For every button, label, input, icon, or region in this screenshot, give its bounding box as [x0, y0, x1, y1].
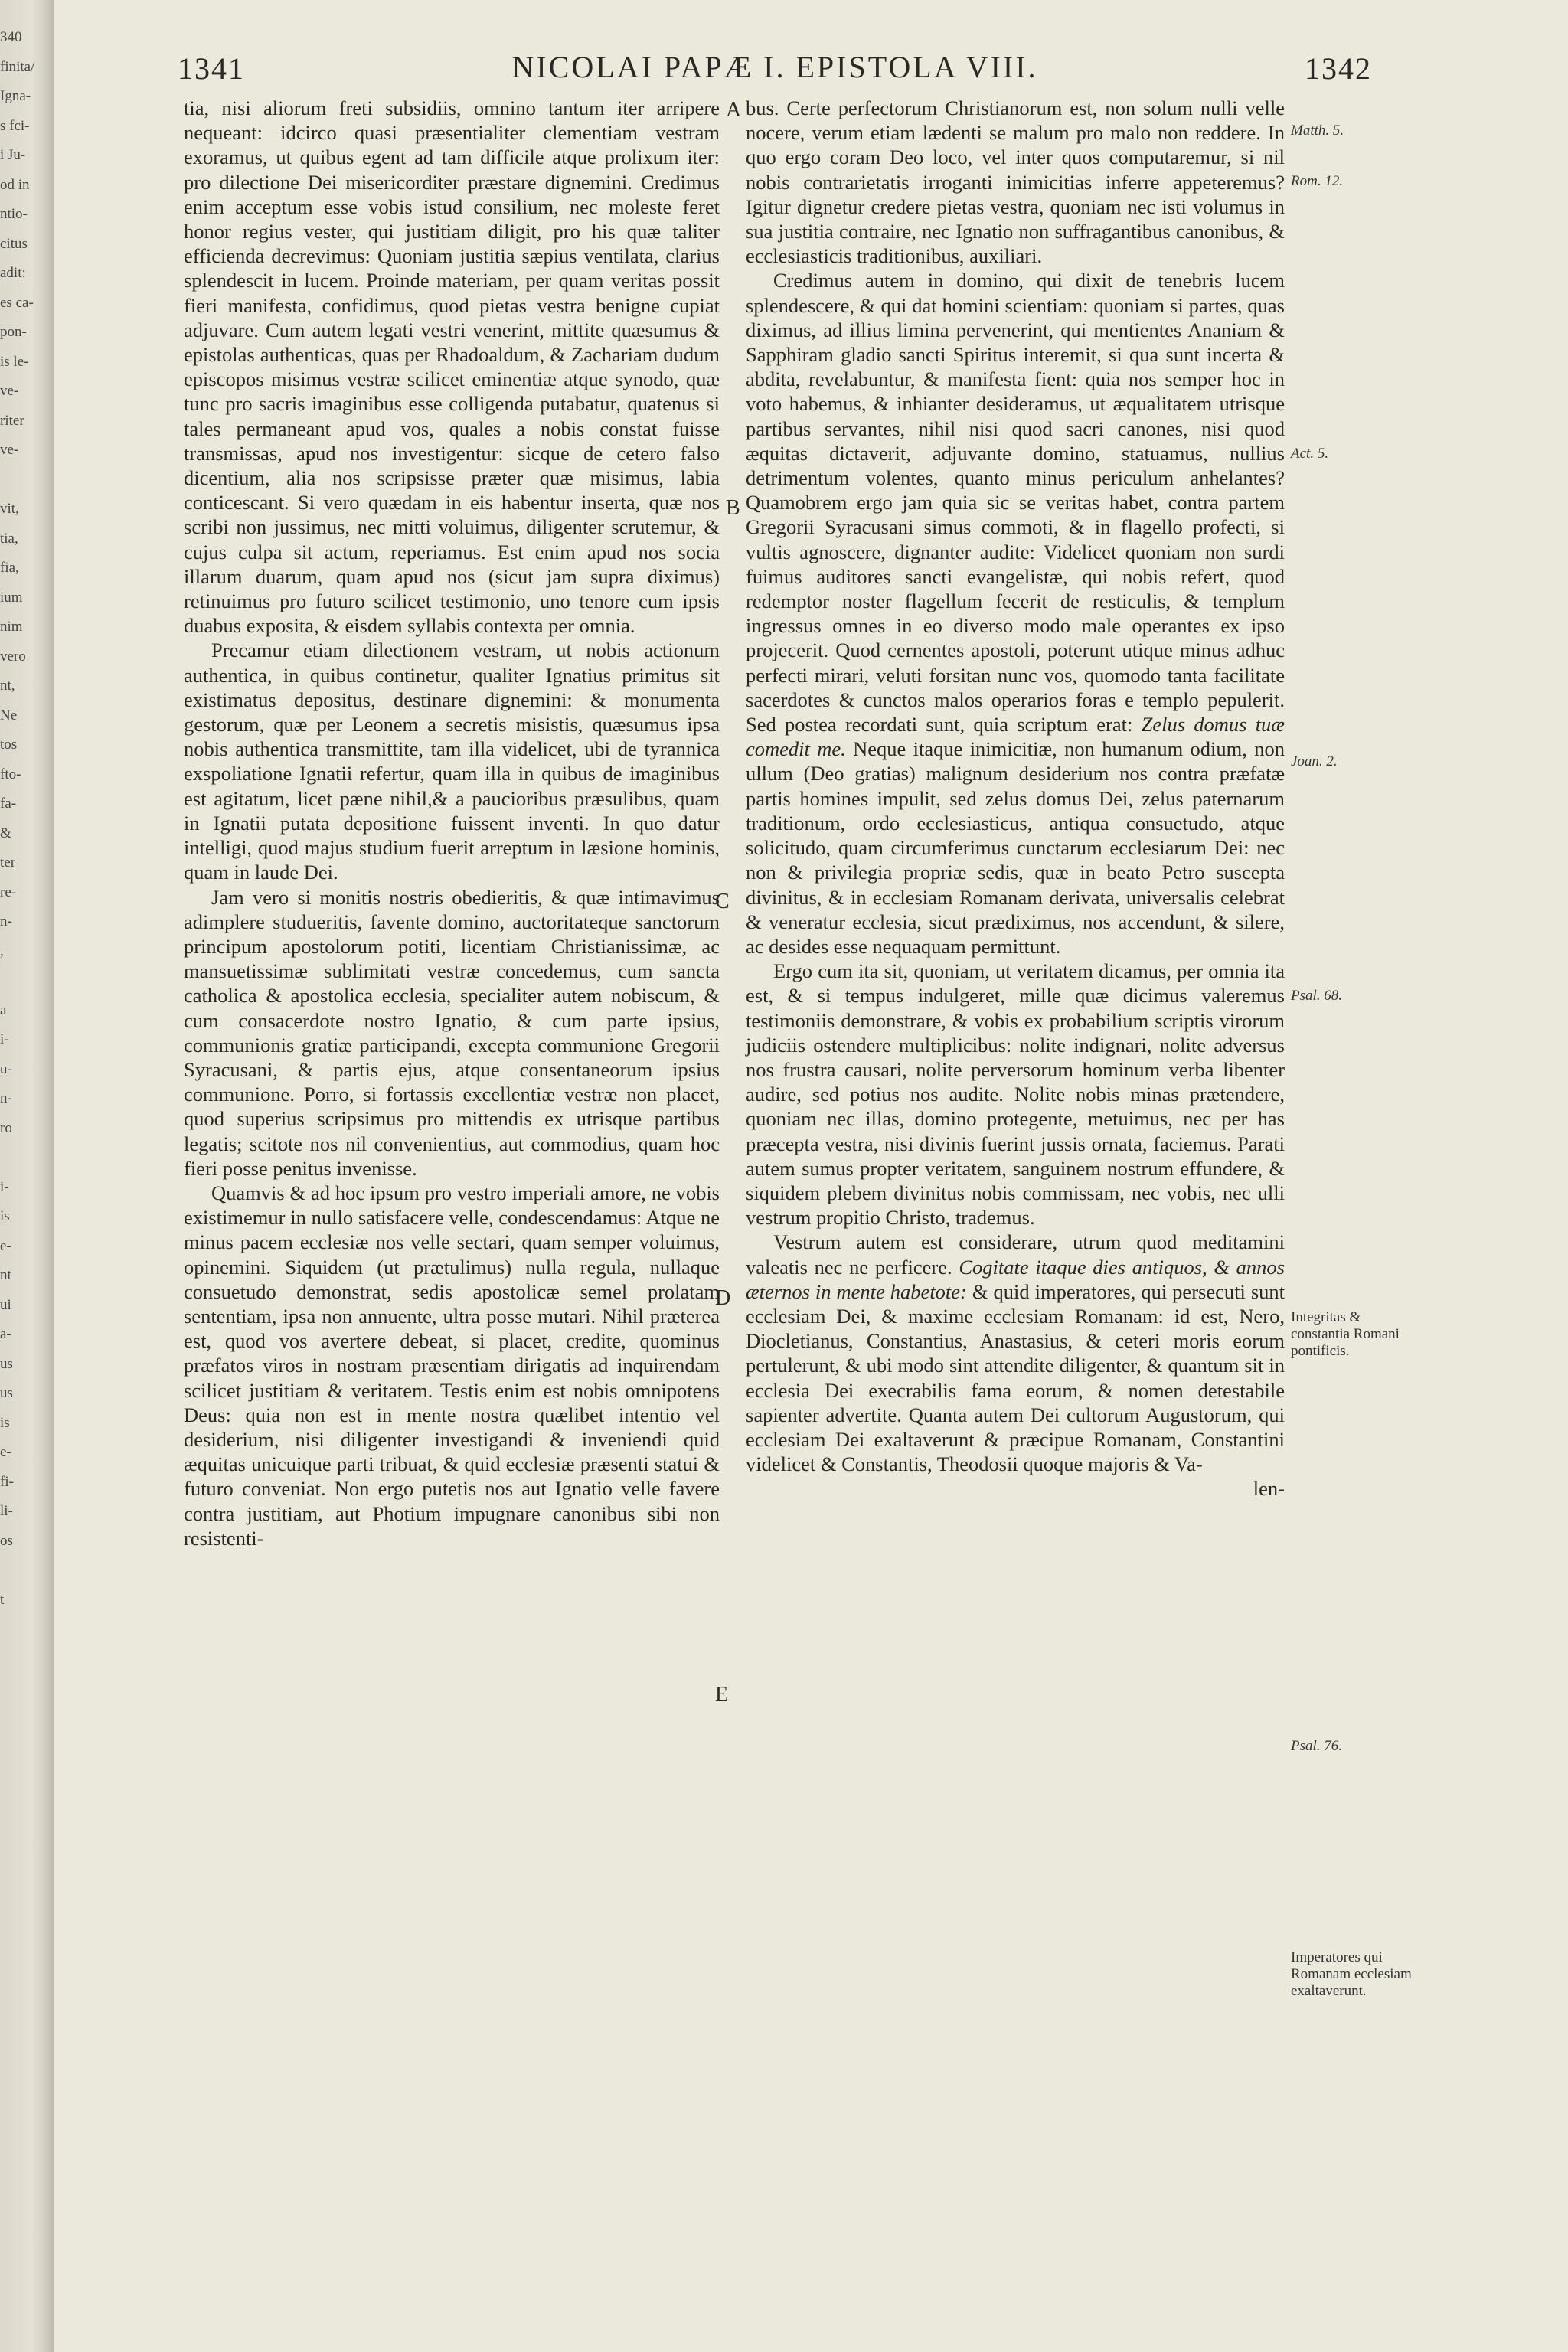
margin-note-act: Act. 5.	[1291, 446, 1329, 462]
text-run: & quid imperatores, qui persecuti sunt ecclesiam Dei, & maxime ecclesiam Romanam: id est, Nero, Diocletianus, Constantius, Anastasius, & ceteri moris eorum pertulerunt, & ubi modo sint attendite diligenter, & quantum sit in ecclesia Dei execrabilis fama eorum, & nomen detestabile sapienter advertite. Quanta autem Dei cultorum Augustorum, qui ecclesiam Dei exaltaverunt & præcipue Romanam, Constantini videlicet & Constantis, Theodosii quoque majoris & Va-	[746, 1279, 1285, 1476]
text-run: Vestrum autem est considerare, utrum quod meditamini valeatis nec ne perficere.	[746, 1230, 1285, 1279]
section-letter-a: A	[726, 98, 742, 122]
paragraph: Ergo cum ita sit, quoniam, ut veritatem dicamus, per omnia ita est, & si tempus indulgeret, mille quæ dicimus valeremus testimoniis demonstrare, & vobis ex probabilium scriptis virorum judiciis ostendere multiplicibus: nolite indignari, nolite adversus nos frustra causari, nolite perversorum hominum verba libenter audire, sed potius nos audite. Nolite nobis minas prætendere, quoniam nec illas, domino protegente, metuimus, nec per has præcepta vestra, nisi divinis fuerint jussis ornata, faciemus. Parati autem sumus propter veritatem, sanguinem nostrum effundere, & siquidem plebem divinitus nobis commissam, nec vobis, nec ulli vestrum propitio Christo, trademus.	[746, 959, 1285, 1230]
margin-note-imperatores: Imperatores qui Romanam ecclesiam exaltaverunt.	[1291, 1949, 1412, 1999]
running-header	[178, 44, 1372, 90]
margin-note-integritas: Integritas & constantia Romani pontificis.	[1291, 1309, 1400, 1359]
paragraph: Precamur etiam dilectionem vestram, ut nobis actionum authentica, in quibus continetur, qualiter Ignatius primitus sit existimatus depositus, destinare dignemini: & monumenta gestorum, quæ per Leonem a secretis misistis, quæsumus ipsa nobis authentica transmittite, tam illa videlicet, ubi de tyrannica exspoliatione Ignatii refertur, quam illa in quibus de imaginibus est agitatum, licet pæne nihil,& a paucioribus præsulibus, quam in Ignatii putata depositione fuissent inventi. In quo datur intelligi, quod majus studium fuerit arreptum in læsione hominis, quam in laude Dei.	[184, 639, 720, 884]
paragraph	[746, 268, 1285, 959]
book-page	[55, 0, 1568, 2352]
section-letter-e: E	[715, 1683, 729, 1707]
paragraph: Jam vero si monitis nostris obedieritis, & quæ intimavimus adimplere studueritis, favente domino, auctoritateque sanctorum principum apostolorum potiti, licentiam Christianissimæ, ac mansuetissimæ sublimitati vestræ concedemus, cum sancta catholica & apostolica ecclesia, specialiter autem nobiscum, & cum consacerdote nostro Ignatio, & cum parte ipsius, communionis gratiæ participandi, excepta communione Gregorii Syracusani, & partis ejus, atque consentaneorum ipsius communione. Porro, si fortassis excellentiæ vestræ non placet, quod superius scripsimus pro mittendis ex utrisque partibus legatis; scitote nos nil convenientius, aut commodius, quam hoc fieri posse penitus invenisse.	[184, 885, 720, 1180]
margin-note-rom: Rom. 12.	[1291, 173, 1344, 189]
margin-note-psal76: Psal. 76.	[1291, 1738, 1343, 1754]
page-number-left: 1341	[178, 51, 245, 86]
section-letter-b: B	[726, 496, 740, 520]
margin-note-matth: Matth. 5.	[1291, 122, 1344, 139]
right-column	[746, 96, 1285, 1501]
section-letter-d: D	[715, 1286, 731, 1310]
paragraph: Quamvis & ad hoc ipsum pro vestro imperiali amore, ne vobis existimemur in nullo satisfacere velle, condescendamus: Atque ne minus pacem ecclesiæ nos velle sectari, quam semper voluimus, opinemini. Siquidem (ut prætulimus) nulla regula, nullaque consuetudo demonstrat, sedis apostolicæ semel prolatam sententiam, ipsa non annuente, ultra posse mutari. Nihil præterea est, quod vos avertere debeat, si placet, credite, quominus præfatos viros in nostram præsentiam dirigatis ad inquirendam scilicet justitiam & veritatem. Testis enim est nobis omnipotens Deus: quia non est in mente nostra quælibet intentio vel desiderium, nisi diligenter investigandi & inveniendi quid æquitas unicuique parti tribuat, & quid ecclesiæ præsenti statui & futuro conveniat. Non ergo putetis nos aut Ignatio velle favere contra justitiam, aut Photium impugnare canonibus sibi non resistenti-	[184, 1181, 720, 1550]
margin-note-psal68: Psal. 68.	[1291, 988, 1343, 1004]
margin-note-joan: Joan. 2.	[1291, 753, 1338, 769]
page-number-right: 1342	[1305, 51, 1372, 86]
paragraph: bus. Certe perfectorum Christianorum est, non solum nulli velle nocere, verum etiam lædenti se malum pro malo non reddere. In quo ergo coram Deo loco, vel inter quos computaremur, si nil nobis contrarietatis irroganti inimicitias inferre appeteremus? Igitur dignetur credere pietas vestra, quoniam nec isti volumus in sua justitia contraire, nec Ignatio non suffragantibus canonibus, & ecclesiasticis traditionibus, auxiliari.	[746, 96, 1285, 268]
scripture-quote: Cogitate itaque dies antiquos, & annos æternos in mente habetote:	[746, 1255, 1285, 1303]
section-letter-c: C	[715, 890, 730, 913]
previous-page-fragment: 340 finita/ Igna- s fci- i Ju- od in ntio- citus adit: es ca- pon- is le- ve- riter ve- vit, tia, fia, ium nim vero nt, Ne tos fto- fa- & ter re- n- , a i- u- n- ro i- is e- nt ui a- us us is e- fi- li- os t	[0, 29, 35, 1608]
text-run: Credimus autem in domino, qui dixit de tenebris lucem splendescere, & qui dat homini scientiam: quoniam si partes, quas diximus, ad illius limina pervenerint, qui mentientes Ananiam & Sapphiram gladio sancti Spiritus interemit, si qua sunt incerta & abdita, revelabuntur, & manifesta fient: quia nos semper hoc in voto habemus, & inhianter desideramus, ut æqualitatem utrisque partibus servantes, nihil nisi quod sacri canones, nisi quod æquitas dictaverit, adjuvante domino, statuamus, nullius detrimentum volentes, quanto minus periculum anhelantes? Quamobrem ergo jam quia sic se veritas habet, contra partem Gregorii Syracusani simus commoti, & in flagello profecti, si vultis agnoscere, dignanter audite: Videlicet quoniam non surdi fuimus auditores sancti evangelistæ, qui nobis refert, quod redemptor noster flagellum fecerit de resticulis, & templum ingressus omnes in eo diverso modo male operantes ex ipso projecerit. Quod cernentes apostoli, poterunt utique minus adhuc perfecti mirari, veluti forsitan nunc vos, quomodo tanta facilitate sacerdotes & cunctos malos operarios foras e templo pepulerit. Sed postea recordati sunt, quia scriptum erat:	[746, 269, 1285, 737]
text-run: Neque itaque inimicitiæ, non humanum odium, non ullum (Deo gratias) malignum desiderium nos contra præfatæ partis homines impulit, sed zelus domus Dei, zelus paternarum traditionum, ordo ecclesiasticus, antiqua consuetudo, atque solicitudo, quam circumferimus cunctarum ecclesiarum Dei: nec non & privilegia propriæ sedis, quæ in beato Petro suscepta divinitus, & in ecclesiam Romanam derivata, universalis celebrat & veneratur ecclesia, sicut prædiximus, nos accendunt, & silere, ac desides esse nequaquam permittunt.	[746, 737, 1285, 958]
left-column	[184, 96, 720, 1550]
book-binding-gutter	[0, 0, 54, 2352]
paragraph	[746, 1230, 1285, 1476]
catchword: len-	[1253, 1477, 1285, 1501]
paragraph: tia, nisi aliorum freti subsidiis, omnino tantum iter arripere nequeant: idcirco quasi præsentialiter clementiam vestram exoramus, ut quibus egent ad tam difficile atque prolixum iter: pro dilectione Dei misericorditer præstare dignemini. Credimus enim acceptum esse vobis istud consilium, nec moleste feret honor regius vester, qui justitiam diligit, pro his quæ taliter efficienda decrevimus: Quoniam justitia sæpius ventilata, clarius splendescit in lucem. Proinde materiam, per quam veritas possit fieri manifesta, confidimus, quod pietas vestra benigne cupiat adjuvare. Cum autem legati vestri venerint, mittite quæsumus & epistolas authenticas, quas per Rhadoaldum, & Zachariam dudum episcopos misimus vestræ scilicet eminentiæ atque synodo, quæ tunc pro sacris imaginibus esse colligenda putabatur, quatenus si tales permaneant apud vos, quales a nobis constat fuisse transmissas, apud nos investigentur: sicque de cetero falso dicentium, alia nos scripsisse præter quæ misimus, labia conticescant. Si vero quædam in eis habentur inserta, quæ nos scribi non jussimus, nec mitti voluimus, diligenter scrutemur, & cujus culpa sit actum, reperiamus. Est enim apud nos socia illarum duarum, quam apud nos (sicut jam supra diximus) retinuimus pro futuro scilicet testimonio, uno tenore cum ipsis duabus exposita, & eisdem syllabis contexta per omnia.	[184, 96, 720, 638]
page-title: NICOLAI PAPÆ I. EPISTOLA VIII.	[511, 50, 1038, 84]
scripture-quote: Zelus domus tuæ comedit me.	[746, 713, 1285, 761]
